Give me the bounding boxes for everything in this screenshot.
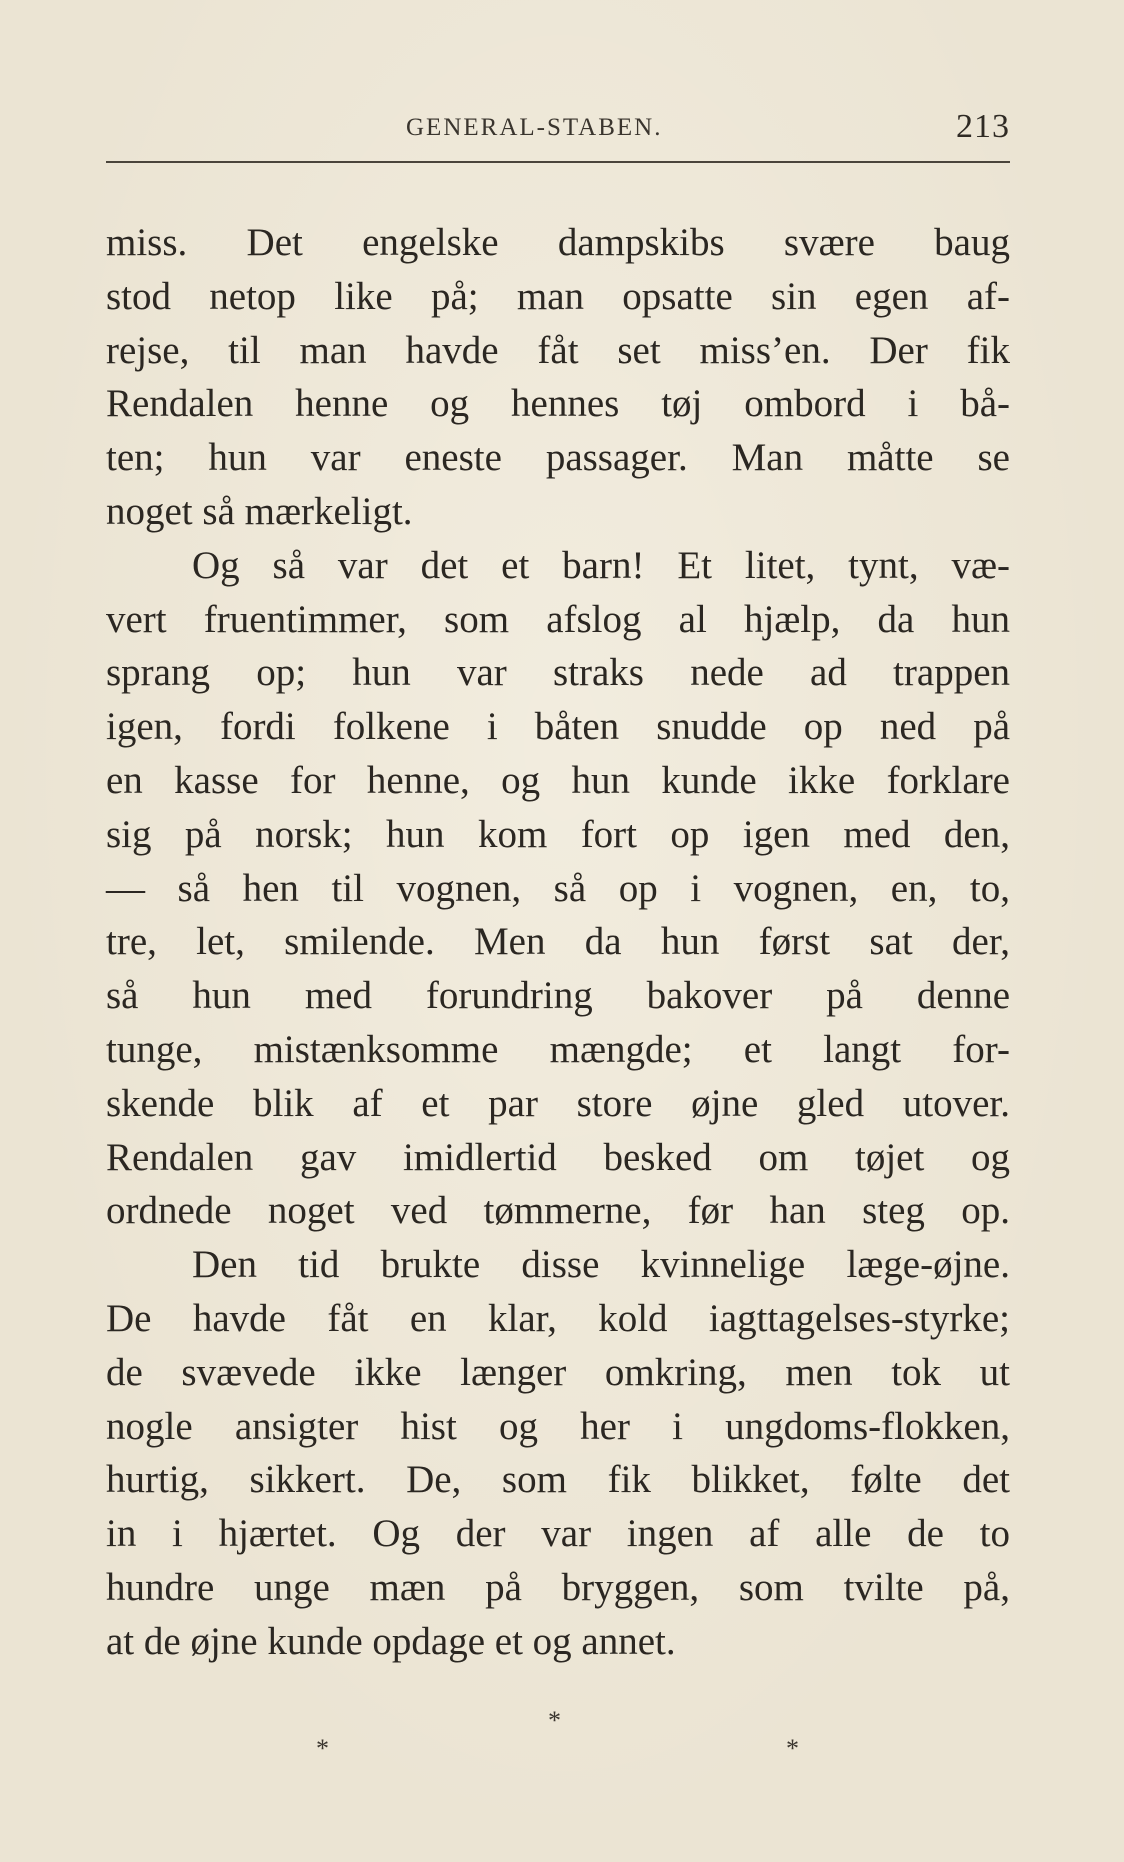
text-line: De havde fåt en klar, kold iagttagelses-styrke; — [106, 1296, 1010, 1340]
text-line: vert fruentimmer, som afslog al hjælp, da hun — [106, 597, 1010, 641]
text-line: rejse, til man havde fåt set miss’en. Der fik — [106, 328, 1010, 372]
text-line: så hun med forundring bakover på denne — [106, 974, 1010, 1018]
asterisk: * — [548, 1706, 561, 1735]
asterisk: * — [316, 1734, 329, 1763]
text-line: stod netop like på; man opsatte sin egen af- — [106, 274, 1010, 318]
text-line: Den tid brukte disse kvinnelige læge-øjne. — [192, 1243, 1010, 1287]
text-line: de svævede ikke længer omkring, men tok ut — [106, 1350, 1010, 1394]
header-rule — [106, 161, 1010, 163]
text-line: ten; hun var eneste passager. Man måtte se — [106, 436, 1010, 480]
body-text — [106, 216, 1010, 1669]
section-break-asterism — [0, 1700, 1124, 1780]
asterisk: * — [786, 1734, 799, 1763]
running-head: GENERAL-STABEN. — [406, 114, 663, 141]
text-line: Rendalen henne og hennes tøj ombord i bå- — [106, 382, 1010, 426]
text-line: — så hen til vognen, så op i vognen, en, to, — [106, 866, 1010, 910]
text-line: noget så mærkeligt. — [106, 489, 413, 533]
text-line: in i hjærtet. Og der var ingen af alle de to — [106, 1512, 1010, 1556]
text-line: tunge, mistænksomme mængde; et langt for- — [106, 1027, 1010, 1071]
text-line: sig på norsk; hun kom fort op igen med den, — [106, 812, 1010, 856]
page-header — [106, 108, 1010, 158]
text-line: en kasse for henne, og hun kunde ikke forklare — [106, 758, 1010, 802]
text-line: Rendalen gav imidlertid besked om tøjet og — [106, 1135, 1010, 1179]
text-line: Og så var det et barn! Et litet, tynt, væ- — [192, 543, 1010, 587]
page-number: 213 — [956, 108, 1010, 145]
text-line: skende blik af et par store øjne gled utover. — [106, 1081, 1010, 1125]
text-line: nogle ansigter hist og her i ungdoms-flokken, — [106, 1404, 1010, 1448]
text-line: hurtig, sikkert. De, som fik blikket, følte det — [106, 1458, 1010, 1502]
text-line: miss. Det engelske dampskibs svære baug — [106, 221, 1010, 264]
text-line: igen, fordi folkene i båten snudde op ned på — [106, 705, 1010, 749]
text-line: ordnede noget ved tømmerne, før han steg op. — [106, 1189, 1010, 1233]
text-line: sprang op; hun var straks nede ad trappen — [106, 651, 1010, 695]
text-line: hundre unge mæn på bryggen, som tvilte på, — [106, 1565, 1010, 1609]
text-line: at de øjne kunde opdage et og annet. — [106, 1619, 676, 1663]
text-line: tre, let, smilende. Men da hun først sat der, — [106, 920, 1010, 964]
